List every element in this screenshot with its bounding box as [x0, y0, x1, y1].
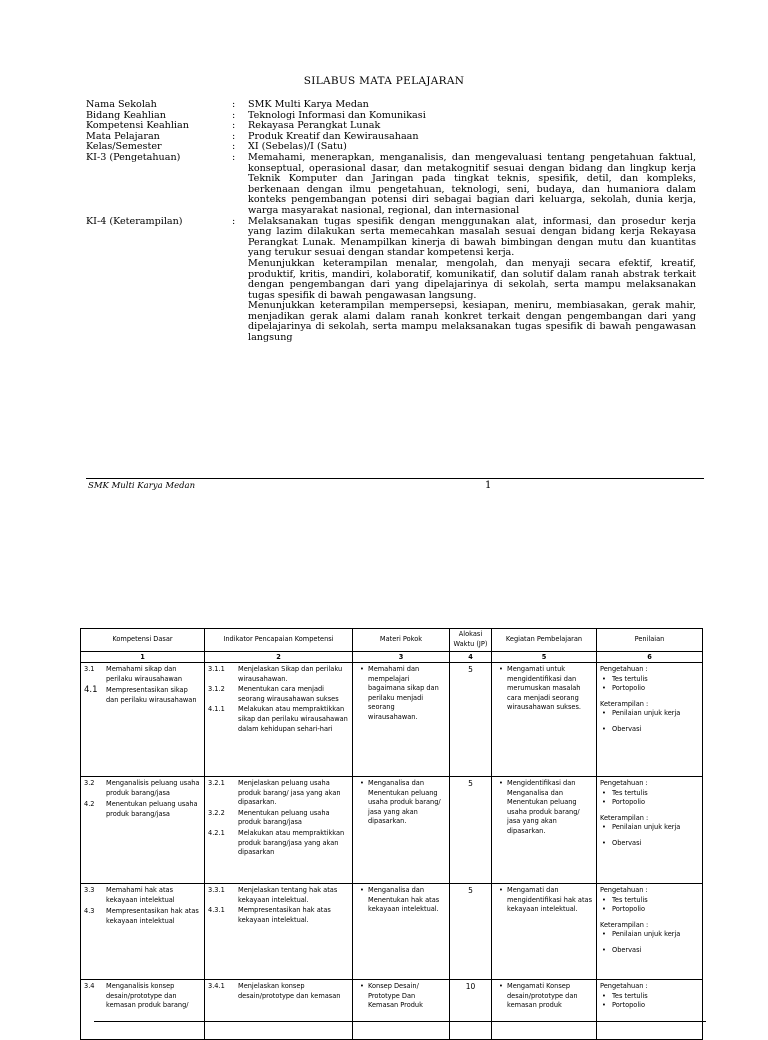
indikator-number: 4.3.1 — [208, 906, 225, 915]
header-materi-pokok: Materi Pokok — [353, 629, 450, 652]
meta-value — [248, 100, 696, 111]
penilaian-pengetahuan-heading: Pengetahuan : — [600, 886, 648, 894]
kd-number: 4.2 — [84, 800, 95, 809]
bullet-icon: • — [602, 945, 606, 954]
penilaian-item — [600, 823, 699, 833]
materi-text: Menganalisa dan Menentukan hak atas kekayaan intelektual. — [368, 886, 440, 914]
meta-paragraph: Memahami, menerapkan, menganalisis, dan mengevaluasi tentang pengetahuan faktual, konseptual, operasional dasar, dan metakognitif sesuai dengan bidang dan lingkup kerja Teknik Komputer dan Jaringan pada tingkat teknis, spesifik, detil, dan kompleks, berkenaan dengan ilmu pengetahuan, teknologi, seni, budaya, dan humaniora dalam konteks pengembangan potensi diri sebagai bagian dari keluarga, sekolah, dunia kerja, warga masyarakat nasional, regional, dan internasional — [248, 151, 696, 216]
table-header-row — [81, 629, 703, 652]
kd-number: 3.2 — [84, 779, 95, 787]
kompetensi-dasar-item — [84, 907, 201, 926]
meta-separator: : — [232, 151, 236, 163]
meta-paragraph: Menunjukkan keterampilan mempersepsi, kesiapan, meniru, membiasakan, gerak mahir, menjadikan gerak alami dalam ranah konkret terkait dengan pengembangan dari yang dipelajarinya di sekolah, serta mampu melaksanakan tugas spesifik di bawah pengawasan langsung — [248, 300, 696, 344]
kompetensi-dasar-item — [84, 779, 201, 798]
meta-row — [86, 132, 696, 143]
kegiatan-text: Mengamati Konsep desain/prototype dan kemasan produk — [507, 982, 578, 1010]
kegiatan-cell — [492, 777, 597, 884]
materi-bullet-item — [356, 665, 446, 723]
indikator-item — [208, 685, 349, 704]
bullet-icon: • — [499, 982, 503, 990]
meta-paragraph: Rekayasa Perangkat Lunak — [248, 120, 381, 132]
penilaian-item-text: Tes tertulis — [612, 895, 648, 904]
penilaian-item-text: Penilaian unjuk kerja — [612, 930, 681, 939]
indikator-cell — [205, 884, 353, 980]
penilaian-item — [600, 709, 699, 719]
indikator-number: 3.1.1 — [208, 665, 225, 673]
materi-bullet-item — [356, 982, 446, 1011]
kegiatan-bullet-item — [495, 665, 593, 713]
penilaian-item-text: Tes tertulis — [612, 674, 648, 683]
meta-value — [248, 217, 696, 344]
table-row — [81, 980, 703, 1040]
penilaian-item — [600, 896, 699, 906]
meta-row — [86, 217, 696, 344]
kompetensi-dasar-cell — [81, 663, 205, 777]
indikator-item — [208, 982, 349, 1001]
alokasi-waktu-cell: 5 — [450, 884, 492, 980]
bullet-icon: • — [499, 779, 503, 787]
meta-label: Bidang Keahlian — [86, 109, 166, 121]
meta-label: Nama Sekolah — [86, 99, 157, 110]
penilaian-pengetahuan-heading: Pengetahuan : — [600, 779, 648, 787]
meta-separator: : — [232, 109, 236, 121]
indikator-item — [208, 906, 349, 925]
indikator-item — [208, 665, 349, 684]
meta-paragraph: Teknologi Informasi dan Komunikasi — [248, 109, 426, 121]
meta-separator: : — [232, 99, 236, 110]
materi-bullet-item — [356, 886, 446, 915]
meta-row — [86, 153, 696, 217]
kegiatan-text: Mengamati dan mengidentifikasi hak atas kekayaan intelektual. — [507, 886, 593, 914]
indikator-text: Mempresentasikan hak atas kekayaan intelektual. — [238, 906, 331, 924]
meta-label: Kompetensi Keahlian — [86, 120, 189, 132]
penilaian-item-text: Portopolio — [612, 1001, 646, 1010]
table-row — [81, 663, 703, 777]
kd-text: Mempresentasikan hak atas kekayaan intelektual — [106, 907, 199, 925]
indikator-item — [208, 809, 349, 828]
header-penilaian: Penilaian — [597, 629, 703, 652]
indikator-text: Menjelaskan peluang usaha produk barang/ jasa yang akan dipasarkan. — [238, 779, 341, 807]
penilaian-item — [600, 946, 699, 956]
column-number: 3 — [353, 652, 450, 663]
penilaian-pengetahuan-heading: Pengetahuan : — [600, 665, 648, 673]
kegiatan-bullet-item — [495, 982, 593, 1011]
indikator-cell — [205, 663, 353, 777]
penilaian-item-text: Portopolio — [612, 684, 646, 693]
meta-separator: : — [232, 130, 236, 142]
kd-text: Memahami sikap dan perilaku wirausahawan — [106, 665, 183, 683]
penilaian-cell — [597, 980, 703, 1040]
bullet-icon: • — [499, 665, 503, 673]
penilaian-item-text: Obervasi — [612, 724, 642, 733]
penilaian-pengetahuan-heading: Pengetahuan : — [600, 982, 648, 990]
penilaian-item-text: Tes tertulis — [612, 991, 648, 1000]
indikator-item — [208, 886, 349, 905]
kegiatan-text: Mengamati untuk mengidentifikasi dan merumuskan masalah cara menjadi seorang wirausahawan sukses. — [507, 665, 582, 712]
bullet-icon: • — [360, 886, 364, 894]
page-number: 1 — [485, 480, 492, 491]
indikator-text: Melakukan atau mempraktikkan produk barang/jasa yang akan dipasarkan — [238, 828, 345, 857]
kd-text: Menganalisis peluang usaha produk barang/jasa — [106, 779, 200, 797]
kompetensi-dasar-item — [84, 982, 201, 1011]
penilaian-item-text: Penilaian unjuk kerja — [612, 709, 681, 718]
indikator-item — [208, 779, 349, 808]
penilaian-item — [600, 725, 699, 735]
kd-number: 4.1 — [84, 685, 98, 696]
bullet-icon: • — [602, 823, 606, 832]
kompetensi-dasar-item — [84, 686, 201, 705]
indikator-item — [208, 705, 349, 734]
penilaian-item — [600, 798, 699, 808]
bullet-icon: • — [602, 895, 606, 904]
kegiatan-bullet-item — [495, 886, 593, 915]
materi-pokok-cell — [353, 777, 450, 884]
kegiatan-cell — [492, 980, 597, 1040]
kd-number: 4.3 — [84, 907, 95, 916]
penilaian-cell — [597, 884, 703, 980]
penilaian-item — [600, 839, 699, 849]
indikator-number: 3.1.2 — [208, 685, 225, 694]
meta-paragraph: XI (Sebelas)/I (Satu) — [248, 141, 347, 153]
footer-school: SMK Multi Karya Medan — [88, 481, 196, 491]
penilaian-item-text: Penilaian unjuk kerja — [612, 823, 681, 832]
document-title: SILABUS MATA PELAJARAN — [303, 75, 465, 87]
materi-text: Memahami dan mempelajari bagaimana sikap dan perilaku menjadi seorang wirausahawan. — [368, 665, 439, 721]
indikator-text: Menjelaskan tentang hak atas kekayaan intelektual. — [238, 886, 338, 904]
kd-number: 3.1 — [84, 665, 95, 673]
meta-paragraph: SMK Multi Karya Medan — [248, 99, 369, 110]
penilaian-item — [600, 930, 699, 940]
column-number: 2 — [205, 652, 353, 663]
kompetensi-dasar-item — [84, 800, 201, 819]
materi-bullet-item — [356, 779, 446, 827]
meta-label: KI-3 (Pengetahuan) — [86, 151, 181, 163]
table-row — [81, 777, 703, 884]
header-kompetensi-dasar: Kompetensi Dasar — [81, 629, 205, 652]
indikator-number: 4.2.1 — [208, 828, 225, 837]
materi-pokok-cell — [353, 663, 450, 777]
kegiatan-text: Mengidentifikasi dan Menganalisa dan Menentukan peluang usaha produk barang/ jasa yang akan dipasarkan. — [507, 779, 580, 835]
indikator-text: Menentukan cara menjadi seorang wirausahawan sukses — [238, 685, 339, 703]
kd-number: 3.3 — [84, 886, 95, 894]
penilaian-item — [600, 992, 699, 1002]
meta-paragraph: Menunjukkan keterampilan menalar, mengolah, dan menyaji secara efektif, kreatif, produktif, kritis, mandiri, kolaboratif, komunikatif, dan solutif dalam ranah abstrak terkait dengan pengembangan dari yang dipelajarinya di sekolah, serta mampu melaksanakan tugas spesifik di bawah pengawasan langsung. — [248, 257, 696, 301]
bullet-icon: • — [360, 779, 364, 787]
kegiatan-bullet-item — [495, 779, 593, 837]
page-two-footer-divider — [94, 1021, 706, 1022]
penilaian-item-text: Obervasi — [612, 838, 642, 847]
penilaian-item-text: Obervasi — [612, 945, 642, 954]
penilaian-cell — [597, 777, 703, 884]
penilaian-keterampilan-heading: Keterampilan : — [600, 699, 649, 708]
kompetensi-dasar-item — [84, 886, 201, 905]
bullet-icon: • — [499, 886, 503, 894]
indikator-text: Menjelaskan Sikap dan perilaku wirausahawan. — [238, 665, 343, 683]
indikator-cell — [205, 980, 353, 1040]
header-kegiatan: Kegiatan Pembelajaran — [492, 629, 597, 652]
bullet-icon: • — [602, 838, 606, 847]
penilaian-item-text: Portopolio — [612, 798, 646, 807]
indikator-cell — [205, 777, 353, 884]
bullet-icon: • — [360, 665, 364, 673]
column-number: 1 — [81, 652, 205, 663]
meta-label: KI-4 (Keterampilan) — [86, 215, 183, 227]
indikator-text: Melakukan atau mempraktikkan sikap dan perilaku wirausahawan dalam kehidupan sehari-hari — [238, 705, 348, 733]
materi-pokok-cell — [353, 980, 450, 1040]
bullet-icon: • — [602, 798, 606, 807]
meta-paragraph: Melaksanakan tugas spesifik dengan menggunakan alat, informasi, dan prosedur kerja yang lazim dilakukan serta memecahkan masalah sesuai dengan bidang kerja Rekayasa Perangkat Lunak. Menampilkan kinerja di bawah bimbingan dengan mutu dan kuantitas yang terukur sesuai dengan standar kompetensi kerja. — [248, 215, 696, 259]
column-number: 6 — [597, 652, 703, 663]
bullet-icon: • — [602, 1001, 606, 1010]
kd-number: 3.4 — [84, 982, 95, 990]
kompetensi-dasar-cell — [81, 777, 205, 884]
bullet-icon: • — [602, 905, 606, 914]
bullet-icon: • — [602, 788, 606, 797]
table-row — [81, 884, 703, 980]
materi-text: Menganalisa dan Menentukan peluang usaha produk barang/ jasa yang akan dipasarkan. — [368, 779, 441, 826]
penilaian-item — [600, 1001, 699, 1011]
kompetensi-dasar-item — [84, 665, 201, 684]
indikator-number: 3.3.1 — [208, 886, 225, 894]
meta-value — [248, 153, 696, 217]
penilaian-keterampilan-heading: Keterampilan : — [600, 920, 649, 929]
materi-pokok-cell — [353, 884, 450, 980]
meta-paragraph: Produk Kreatif dan Kewirausahaan — [248, 130, 419, 142]
page-one — [0, 0, 768, 500]
kd-text: Menganalisis konsep desain/prototype dan kemasan produk barang/ — [106, 982, 189, 1010]
kd-text: Menentukan peluang usaha produk barang/jasa — [106, 800, 198, 818]
bullet-icon: • — [602, 724, 606, 733]
indikator-number: 4.1.1 — [208, 705, 225, 714]
penilaian-item-text: Tes tertulis — [612, 788, 648, 797]
meta-separator: : — [232, 141, 236, 153]
penilaian-item-text: Portopolio — [612, 905, 646, 914]
penilaian-cell — [597, 663, 703, 777]
alokasi-waktu-cell: 5 — [450, 663, 492, 777]
column-number-row — [81, 652, 703, 663]
bullet-icon: • — [360, 982, 364, 990]
column-number: 4 — [450, 652, 492, 663]
kompetensi-dasar-cell — [81, 884, 205, 980]
penilaian-item — [600, 675, 699, 685]
indikator-number: 3.2.2 — [208, 808, 225, 817]
indikator-number: 3.2.1 — [208, 779, 225, 787]
syllabus-meta — [86, 100, 696, 344]
penilaian-item — [600, 684, 699, 694]
indikator-text: Menentukan peluang usaha produk barang/jasa — [238, 808, 330, 827]
kd-text: Mempresentasikan sikap dan perilaku wirausahawan — [106, 686, 197, 704]
kegiatan-cell — [492, 884, 597, 980]
meta-separator: : — [232, 215, 236, 227]
kompetensi-dasar-cell — [81, 980, 205, 1040]
footer-divider — [86, 478, 704, 479]
header-indikator: Indikator Pencapaian Kompetensi — [205, 629, 353, 652]
bullet-icon: • — [602, 684, 606, 693]
column-number: 5 — [492, 652, 597, 663]
indikator-number: 3.4.1 — [208, 982, 225, 990]
syllabus-table — [80, 628, 703, 1040]
materi-text: Konsep Desain/ Prototype Dan Kemasan Produk — [368, 982, 423, 1010]
bullet-icon: • — [602, 709, 606, 718]
header-alokasi-waktu: Alokasi Waktu (JP) — [450, 629, 492, 652]
penilaian-item — [600, 789, 699, 799]
indikator-item — [208, 829, 349, 858]
alokasi-waktu-cell: 10 — [450, 980, 492, 1040]
kegiatan-cell — [492, 663, 597, 777]
meta-label: Mata Pelajaran — [86, 130, 160, 142]
meta-row — [86, 100, 696, 111]
bullet-icon: • — [602, 674, 606, 683]
penilaian-keterampilan-heading: Keterampilan : — [600, 813, 649, 822]
kd-text: Memahami hak atas kekayaan intelektual — [106, 886, 175, 904]
meta-separator: : — [232, 120, 236, 132]
alokasi-waktu-cell: 5 — [450, 777, 492, 884]
bullet-icon: • — [602, 991, 606, 1000]
meta-label: Kelas/Semester — [86, 141, 162, 153]
bullet-icon: • — [602, 930, 606, 939]
penilaian-item — [600, 905, 699, 915]
indikator-text: Menjelaskan konsep desain/prototype dan kemasan — [238, 982, 341, 1000]
